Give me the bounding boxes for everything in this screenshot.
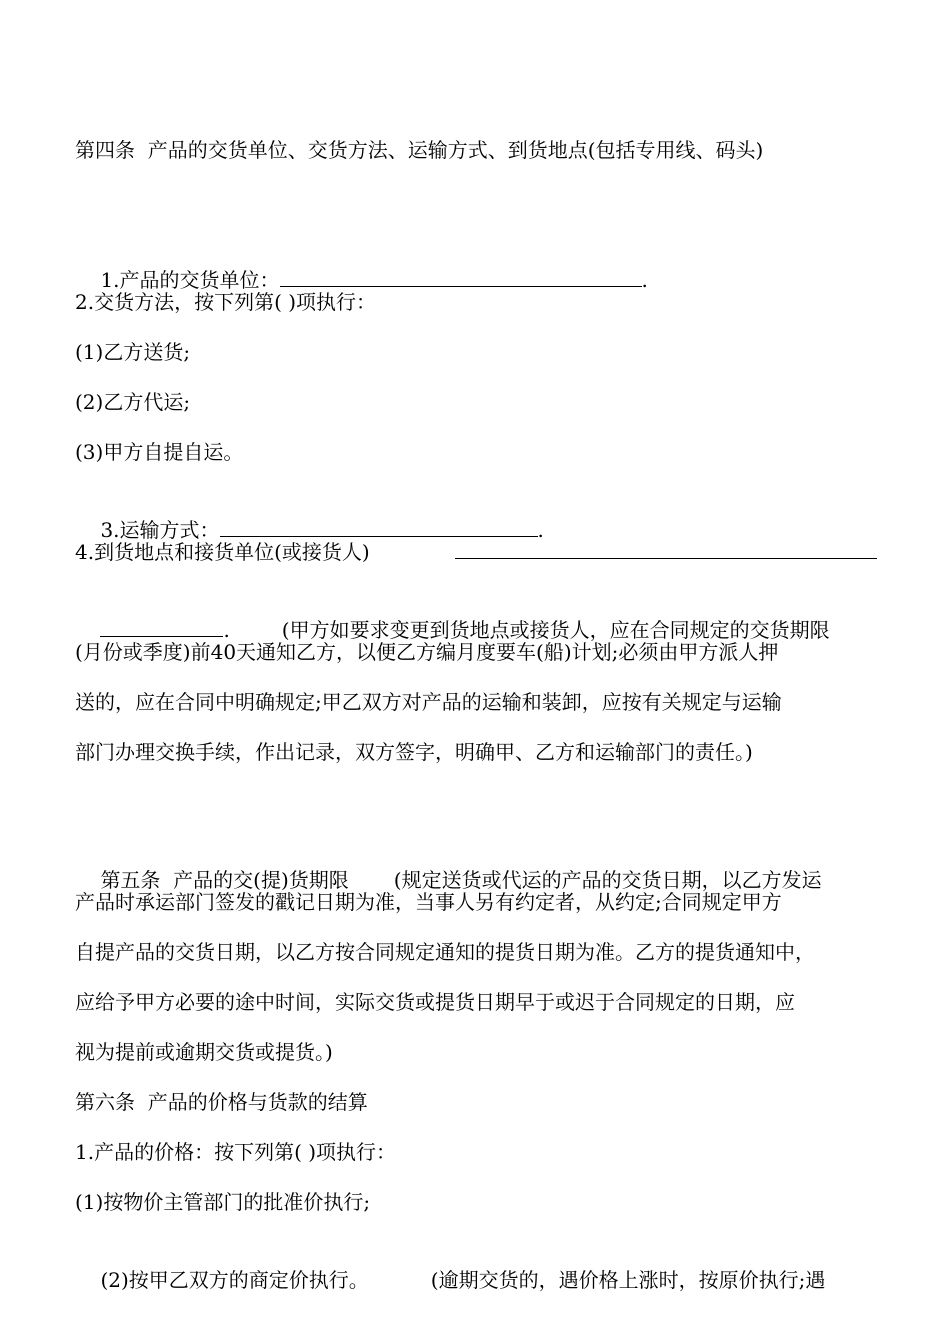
article-4-note-line-3: 送的，应在合同中明确规定;甲乙双方对产品的运输和装卸，应按有关规定与运输	[75, 690, 782, 714]
delivery-unit-blank[interactable]	[280, 266, 642, 287]
article-5-line-2: 产品时承运部门签发的戳记日期为准，当事人另有约定者，从约定;合同规定甲方	[75, 890, 782, 914]
article-5-line-1	[75, 838, 822, 892]
article-4-note-line-2: (月份或季度)前40天通知乙方，以便乙方编月度要车(船)计划;必须由甲方派人押	[75, 640, 779, 664]
article-5-line-5: 视为提前或逾期交货或提货。)	[75, 1040, 333, 1064]
article-4-item-1	[75, 238, 648, 292]
article-6-heading: 第六条 产品的价格与货款的结算	[75, 1090, 368, 1114]
article-5-line-4: 应给予甲方必要的途中时间，实际交货或提货日期早于或迟于合同规定的日期，应	[75, 990, 795, 1014]
article-5-note: (规定送货或代运的产品的交货日期，以乙方发运	[393, 868, 822, 892]
transport-mode-blank[interactable]	[220, 516, 538, 537]
price-option-2-line	[75, 1238, 826, 1292]
article-4-item-3	[75, 488, 544, 542]
delivery-option-3: (3)甲方自提自运。	[75, 440, 244, 464]
article-4-item-4: 4.到货地点和接货单位(或接货人)	[75, 540, 370, 564]
article-4-heading: 第四条 产品的交货单位、交货方法、运输方式、到货地点(包括专用线、码头)	[75, 138, 764, 162]
article-5-heading: 第五条 产品的交(提)货期限	[100, 868, 349, 892]
destination-blank-2[interactable]	[100, 616, 223, 637]
note-text: (甲方如要求变更到货地点或接货人，应在合同规定的交货期限	[281, 618, 830, 642]
article-5-line-3: 自提产品的交货日期，以乙方按合同规定通知的提货日期为准。乙方的提货通知中，	[75, 940, 815, 964]
transport-mode-label: 3.运输方式：	[100, 518, 220, 542]
price-note: (逾期交货的，遇价格上涨时，按原价执行;遇	[430, 1268, 826, 1292]
destination-blank-1[interactable]	[455, 557, 877, 559]
transport-mode-end: .	[537, 518, 544, 542]
price-option-2: (2)按甲乙双方的商定价执行。	[100, 1268, 369, 1292]
article-6-item-1: 1.产品的价格：按下列第( )项执行：	[75, 1140, 397, 1164]
article-4-note-line-1	[75, 588, 830, 642]
delivery-unit-label: 1.产品的交货单位：	[100, 268, 280, 292]
price-option-1: (1)按物价主管部门的批准价执行;	[75, 1190, 371, 1214]
article-4-item-2: 2.交货方法，按下列第( )项执行：	[75, 290, 377, 314]
delivery-unit-end: .	[641, 268, 648, 292]
delivery-option-2: (2)乙方代运;	[75, 390, 191, 414]
article-4-note-line-4: 部门办理交换手续，作出记录，双方签字，明确甲、乙方和运输部门的责任。)	[75, 740, 753, 764]
destination-end: .	[223, 618, 230, 642]
delivery-option-1: (1)乙方送货;	[75, 340, 191, 364]
